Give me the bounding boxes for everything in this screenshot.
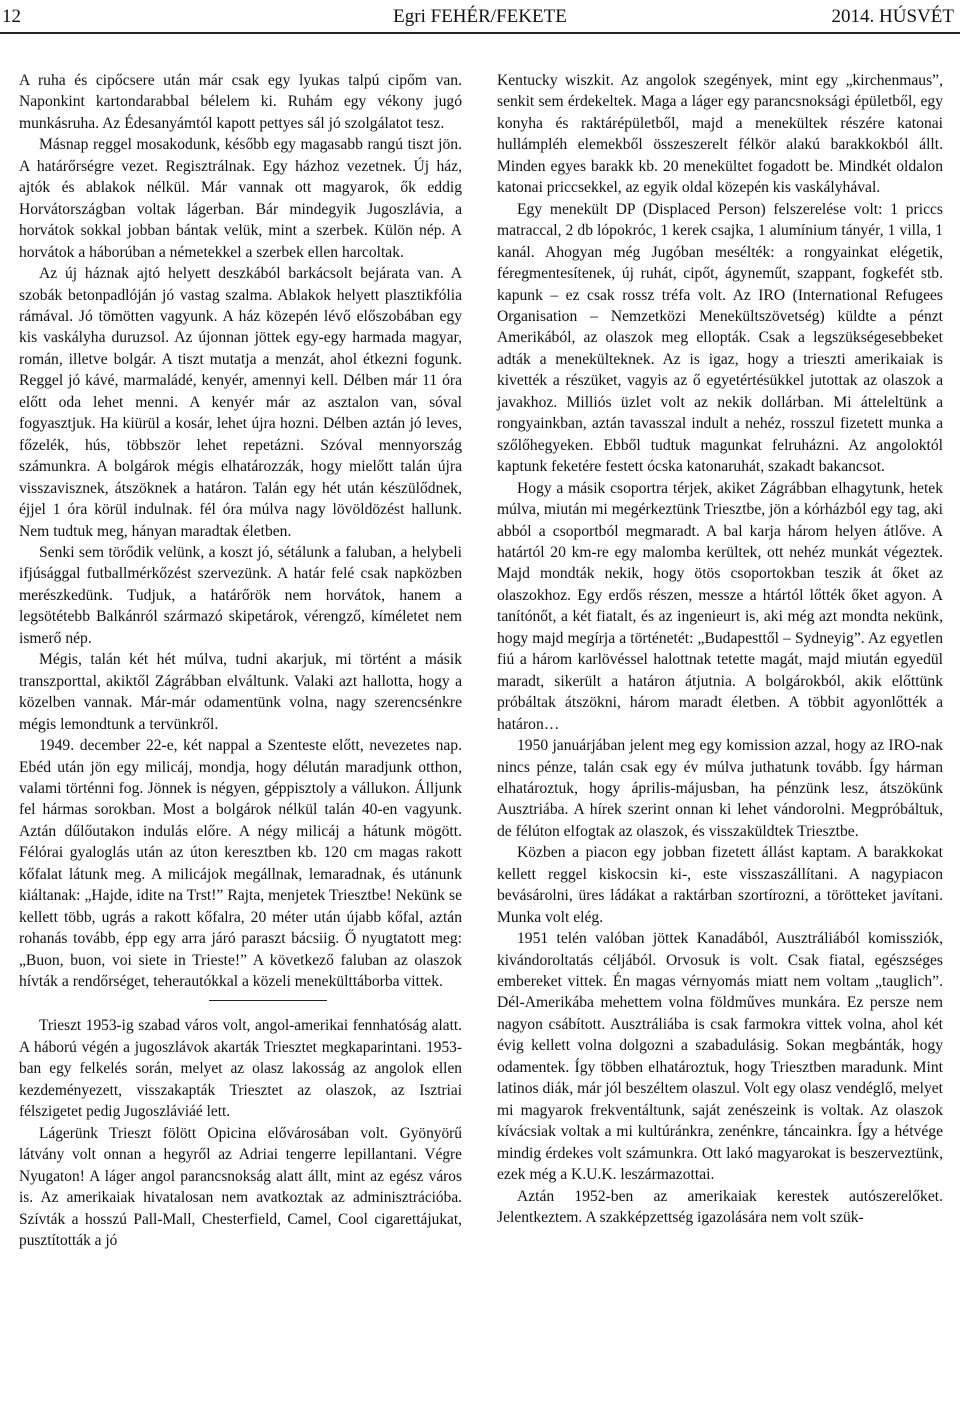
paragraph: Másnap reggel mosakodunk, később egy magasabb rangú tiszt jön. A határőrségre vezet. Regisztrálnak. Egy házhoz vezetnek. Új ház, ajtók és ablakok nélkül. Már vannak ott magyarok, ők eddig Horvátországban voltak lágerban. Bár mindegyik Jugoszlávia, a horvátok sokkal jobban bántak velük, mint a szerbek. Külön nép. A horvátok a háborúban a németekkel a szerbek ellen harcoltak. — [19, 136, 462, 261]
paragraph: 1950 januárjában jelent meg egy komission azzal, hogy az IRO-nak nincs pénze, talán csak egy év múlva juthatunk tovább. Így hárman elhatároztuk, hogy április-májusban, ha pénzünk lesz, átszökünk Ausztriába. A hírek szerint onnan ki lehet vándorolni. Megpróbáltuk, de félúton elfogtak az olaszok, és visszaküldtek Triesztbe. — [497, 737, 943, 840]
paragraph: Mégis, talán két hét múlva, tudni akarjuk, mi történt a másik transzporttal, akiktől Zágrábban elváltunk. Valaki azt hallotta, hogy a közelben vannak. Már-már odamentünk volna, nagy szerencsénkre mégis lemondtunk a tervünkről. — [19, 651, 462, 733]
paragraph: Senki sem törődik velünk, a koszt jó, sétálunk a faluban, a helybeli ifjúsággal futballmérkőzést szervezünk. A határ felé csak napközben merészkedünk. Tudjuk, a határőrök nem horvátok, hanem a legsötétebb Balkánról származó skipetárok, vérengző, kíméletet nem ismerő nép. — [19, 543, 462, 647]
paragraph: Aztán 1952-ben az amerikaiak kerestek autószerelőket. Jelentkeztem. A szakképzettség igazolására nem volt szük- — [497, 1187, 943, 1227]
issue-date: 2014. HÚSVÉT — [831, 6, 954, 27]
header-rule — [0, 32, 960, 34]
paragraph: A ruha és cipőcsere után már csak egy lyukas talpú cipőm van. Naponkint kartondarabbal bélelem ki. Ruhám egy vékony jugó munkásruha. Az Édesanyámtól kapott pettyes sál jó szolgálatot tesz. — [19, 72, 462, 132]
paragraph: 1951 telén valóban jöttek Kanadából, Ausztráliából komissziók, kivándoroltatás céljából. Orvosuk is volt. Csak fiatal, egészséges embereket vittek. Én magas vérnyomás miatt nem voltam „tauglich”. Dél-Amerikába mehettem volna földműves munkára. Ez persze nem nagyon csábított. Ausztráliába is csak farmokra vittek volna, ahol két évig kellett volna dolgozni a szabadulásig. Sokan megbánták, hogy odamentek. Így többen elhatároztuk, hogy Triesztben maradunk. Mint latinos diák, már jól beszéltem olaszul. Volt egy olasz vendéglő, melyet mi magyarok frekventáltunk, saját zenészeink is voltak. Az olaszok kívácsiak voltak a mi kultúránkra, zenénkre, táncainkra. Így a hétvége mindig érdekes volt számunkra. Ott lakó magyarokat is beszerveztünk, ezek még a K.U.K. leszármazottai. — [497, 930, 943, 1184]
right-column — [497, 70, 943, 1228]
left-column — [19, 70, 462, 1251]
section-divider — [209, 1000, 327, 1001]
paragraph: Lágerünk Trieszt fölött Opicina elővárosában volt. Gyönyörű látvány volt onnan a hegyről az Adriai tengerre lepillantani. Végre Nyugaton! A láger angol parancsnokság alatt állt, mint az egész város is. Az amerikaiak hivatalosan nem avatkoztak az adminisztrációba. Szívták a hosszú Pall-Mall, Chesterfield, Camel, Cool cigarettájukat, pusztították a jó — [19, 1124, 462, 1250]
paragraph: Közben a piacon egy jobban fizetett állást kaptam. A barakkokat kellett reggel kiskocsin ki-, este visszaszállítani. A nagypiacon bevásárolni, üres ládákat a raktárban szortírozni, a törötteket javítani. Munka volt elég. — [497, 844, 943, 926]
paragraph: Egy menekült DP (Displaced Person) felszerelése volt: 1 priccs matraccal, 2 db lópokróc, 1 kerek csajka, 1 alumínium tányér, 1 villa, 1 kanál. Ahogyan még Jugóban mesélték: a rongyainkat elégetik, féregmentesítenek, új ruhát, cipőt, ágyneműt, szappant, fogkefét stb. kapunk – ez csak rossz tréfa volt. Az IRO (International Refugees Organisation – Nemzetközi Menekültszövetség) küldte a pénzt Amerikából, az olaszok meg ellopták. Csak a legszükségesebbeket adták a menekülteknek. Az is igaz, hogy a trieszti amerikaiak is kivették a részüket, vagyis az ő egyetértésükkel jutottak az olaszok a javakhoz. Milliós üzlet volt az nekik dollárban. Mi átteleltünk a rongyainkban, aztán tavasszal indult a nehéz, rosszul fizetett munka a szőlőhegyeken. Ebből tudtuk magunkat felruházni. Az angoloktól kaptunk feketére festett ócska katonaruhát, szakadt bakancsot. — [497, 200, 943, 476]
paragraph: Hogy a másik csoportra térjek, akiket Zágrábban elhagytunk, hetek múlva, miután mi megérkeztünk Triesztbe, jön a kórházból egy tag, aki abból a csoportból megmaradt. A bal karja három helyen átlőve. A határtól 20 km-re egy malomba kerültek, ott nehéz munkát végeztek. Majd mondták nekik, hogy ötös csoportokban teszik át őket az olaszokhoz. Egy erdős részen, messze a htártól lőtték őket agyon. A tanítónőt, a két fiatalt, és az ingenieurt is, aki még azt mondta nekünk, hogy majd megírja a történetét: „Budapesttől – Sydneyig”. Az egyetlen fiú a három karlövéssel halottnak tetette magát, majd miután egyedül maradt, sikerült a határon átjutnia. A bolgárokból, akik előttünk próbáltak átszökni, három maradt életben. A többit agyonlőtték a határon… — [497, 479, 943, 733]
paragraph: Az új háznak ajtó helyett deszkából barkácsolt bejárata van. A szobák betonpadlóján jó vastag szalma. Ablakok helyett plasztikfólia rámával. Jó tömötten vagyunk. A ház közepén lévő előszobában egy kis vaskályha duruzsol. Az újonnan jöttek egy-egy harmada magyar, román, illetve bolgár. A tiszt mutatja a menzát, ahol étkezni fogunk. Reggel jó kávé, marmaládé, kenyér, amennyi kell. Délben már 11 óra előtt oda lehet menni. A kenyér már az asztalon van, sóval fogyasztjuk. Ha kiürül a kosár, lehet újra hozni. Délben aztán jó leves, főzelék, hús, többször lehet repetázni. Szóval mennyország számunkra. A bolgárok mégis elhatározzák, hogy mielőtt talán újra visszavisznek, átszöknek a határon. Talán egy hét után készülődnek, éjjel 1 óra körül indulnak. fél óra múlva nagy lövöldözést hallunk. Nem tudtuk meg, hányan maradtak életben. — [19, 265, 462, 540]
footnote-section — [19, 1015, 462, 1251]
page-header — [0, 0, 960, 36]
paragraph: 1949. december 22-e, két nappal a Szenteste előtt, nevezetes nap. Ebéd után jön egy milicáj, mondja, hogy délután maradjunk otthon, valami történni fog. Jönnek is négyen, géppisztoly a vállukon. Álljunk fel hármas sorokban. Most a bolgárok nélkül talán 40-en vagyunk. Aztán dűlőutakon indulás előre. A négy milicáj a hátunk mögött. Félórai gyaloglás után az úton keresztben kb. 120 cm magas rakott kőfalat látunk meg. A milicájok megállnak, lemaradnak, és utánunk kiáltanak: „Hajde, idite na Trst!” Rajta, menjetek Triesztbe! Nekünk se kellett több, ugrás a rakott kőfalra, 20 méter után újabb kőfal, aztán rohanás tovább, épp egy arra járó paraszt bácsiig. Ő nyugtatott meg: „Buon, buon, voi siete in Trieste!” A következő faluban az olaszok hívták a rendőrséget, teherautókkal a közeli menekülttáborba vittek. — [19, 737, 462, 991]
page-number: 12 — [2, 6, 21, 27]
paragraph: Kentucky wiszkit. Az angolok szegények, mint egy „kirchenmaus”, senkit sem érdekeltek. Maga a láger egy parancsnoksági épületből, egy konyha és raktárépületből, majd a menekültek részére katonai hullámpléh elemekből összeszerelt félkör alakú barakkokból állt. Minden egyes barakk kb. 20 menekültet fogadott be. Mindkét oldalon katonai priccsekkel, az egyik oldal közepén kis vaskályhával. — [497, 72, 943, 197]
paragraph: Trieszt 1953-ig szabad város volt, angol-amerikai fennhatóság alatt. A háború végén a jugoszlávok akarták Triesztet megkaparintani. 1953-ban egy felkelés során, melyet az olasz lakosság az angolok ellen kezdeményezett, visszakapták Triesztet az olaszok, az Isztriai félszigetet pedig Jugoszláviáé lett. — [19, 1017, 462, 1121]
publication-title: Egri FEHÉR/FEKETE — [393, 6, 567, 27]
